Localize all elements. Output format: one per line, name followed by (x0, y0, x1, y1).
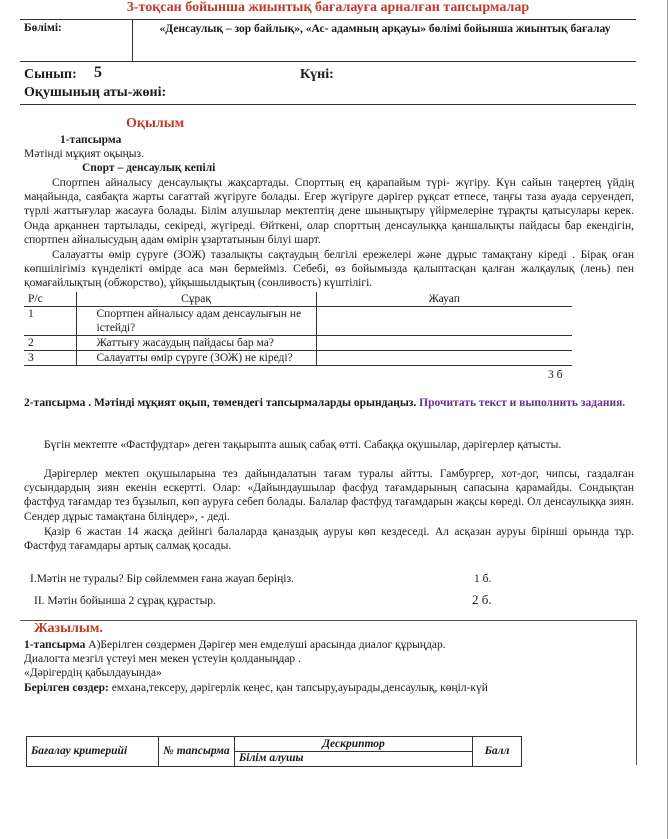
task2-text-p3 (24, 525, 634, 553)
task2-line: газдалған сусындардың зиян екенін ескертті. Олар: «Дайындаушылар фасфуд тағамдарының сапасына (24, 468, 634, 495)
header-divider (132, 20, 133, 62)
table-row (24, 351, 572, 366)
task2-line: Дәрігерлер мектеп оқушыларына тез дайындалатын тағам туралы айтты. Гамбургер, хот-дог, чипсы, (44, 468, 580, 480)
task1-score: 3 б (548, 369, 563, 381)
text-title: Спорт – денсаулық кепілі (82, 162, 216, 174)
criteria-header: Бағалау критерийі (27, 737, 159, 767)
row-num: 1 (24, 307, 76, 336)
col-header-answer: Жауап (316, 292, 572, 307)
reading-line: Салауатты өмір сүруге (ЗОЖ) тазалықты сақтаудың белгілі ережелері және дұрыс тамақтану кіреді . (52, 249, 576, 261)
question-1: I.Мәтін не туралы? Бір сөйлеммен ғана жауап беріңіз. (30, 573, 294, 585)
row-num: 2 (24, 336, 76, 351)
reading-line: Бірақ оған көпшілігіміз күнделікті өмірде аса мән бермейміз. Себебі, өз бойымызда қалыптасқан қалған (24, 249, 635, 276)
task-number-header: № тапсырма (159, 737, 235, 767)
reading-line: тұрақты қатысулары керек. Онда арқаннен тартылады, секіреді, жүгіреді. Өйткені, олар спорттың (24, 205, 634, 232)
row-question: Спортпен айналысу адам денсаулығын не істейді? (76, 307, 316, 336)
questions-table (24, 292, 572, 366)
task2-line: Қазір 6 жастан 14 жасқа дейінгі балаларда қаназдық ауруы көп кездеседі. Ал асқазан ауруы бірінші (44, 526, 568, 538)
reading-section-title: Оқылым (126, 116, 185, 131)
answer-cell[interactable] (316, 307, 572, 336)
given-words-list: емхана,тексеру, дәрігерлік кеңес, қан тапсыру,ауырады,денсаулық, көңіл-күй (111, 682, 488, 694)
info-divider (20, 104, 636, 105)
writing-line-3: «Дәрігердің қабылдауында» (24, 667, 162, 679)
row-num: 3 (24, 351, 76, 366)
writing-task-line (24, 638, 446, 652)
row-question: Салауатты өмір сүруге (ЗОЖ) не кіреді? (76, 351, 316, 366)
question-1-score: 1 б. (474, 573, 492, 585)
given-words-label: Берілген сөздер: (24, 682, 109, 694)
task2-line: тағамдарын жақсы көреді. Ол денсаулыққа зиян. Сендер дұрыс тамақтана біліңдер», - деді. (24, 496, 634, 523)
reading-line: денсаулыққа қаншалықты пайдасы бар екендігін, спортпен айналысудың адам өмірін ұзартатынын білуі шарт. (24, 219, 634, 246)
reading-line: жалқаулық (лень) пен қомағайлықтың (обжорство), ұйқышылдықтың (сонливость) күштілігі. (24, 263, 635, 290)
task2-label: 2-тапсырма . (24, 397, 92, 409)
class-label: Сынып: (24, 67, 77, 82)
col-header-num: Р/с (24, 292, 76, 307)
task2-instruction-ru-2: задания. (580, 397, 626, 409)
question-2: II. Мәтін бойынша 2 сұрақ құрастыр. (34, 595, 216, 607)
table-row (24, 307, 572, 336)
reading-line: ауада серуендеп, түрлі жаттығулар жасауға болады. Білім алушылар мектептің дене шынықтыру үйірмелеріне (24, 191, 634, 218)
writing-section-title: Жазылым. (34, 621, 103, 636)
task2-line: қарамайды. Сондықтан фастфуд тағамдар тез бұзылып, көп ауруға себеп болады. Балалар фастфуд (24, 482, 635, 509)
task2-heading (24, 396, 634, 410)
table-row (24, 336, 572, 351)
reading-text-p1 (24, 176, 634, 247)
reading-text-p2 (24, 248, 634, 291)
answer-cell[interactable] (316, 336, 572, 351)
task1-title: 1-тапсырма (60, 134, 122, 146)
writing-line-2: Диалогта мезгіл үстеуі мен мекен үстеуін қолданыңдар . (24, 653, 301, 665)
answer-cell[interactable] (316, 351, 572, 366)
task2-text-p1 (24, 438, 634, 452)
descriptor-title: Дескриптор (322, 738, 385, 750)
score-header: Балл (473, 737, 522, 767)
writing-divider (20, 620, 636, 621)
task2-instruction-ru: Прочитать текст и выполнить (419, 397, 578, 409)
descriptor-header (235, 737, 473, 767)
task2-line: қатысты. (517, 439, 562, 451)
task2-line: орында тұр. Фастфуд тағамдары артық салмақ қосады. (24, 526, 634, 553)
criteria-table (26, 736, 522, 767)
worksheet-page (20, 0, 636, 839)
worksheet-title: 3-тоқсан бойынша жиынтық бағалауға арналған тапсырмалар (20, 0, 636, 20)
task2-line: Бүгін мектепте «Фастфудтар» деген тақырыпта ашық сабақ өтті. Сабаққа оқушылар, дәрігерлер (44, 439, 515, 451)
day-label: Күні: (300, 67, 334, 82)
section-label: Бөлімі: (24, 22, 62, 34)
task2-instruction: Мәтінді мұқият оқып, төмендегі тапсырмаларды орындаңыз. (94, 397, 417, 409)
task1-instruction: Мәтінді мұқият оқыңыз. (24, 148, 144, 160)
row-question: Жаттығу жасаудың пайдасы бар ма? (76, 336, 316, 351)
section-value: «Денсаулық – зор байлық», «Ас- адамның арқауы» бөлімі бойынша жиынтық бағалау (159, 23, 611, 35)
col-header-question: Сұрақ (76, 292, 316, 307)
class-value: 5 (94, 64, 102, 81)
section-header-table (20, 20, 636, 62)
table-header-row (24, 292, 572, 307)
reading-line: Спортпен айналысу денсаулықты жақсартады. Спорттың ең қарапайым түрі- жүгіру. Күн сайын таңертең (52, 177, 602, 189)
frame-right-border (636, 620, 637, 765)
descriptor-subheader: Білім алушы (235, 751, 472, 765)
task2-text-p2 (24, 467, 634, 524)
writing-task-label: 1-тапсырма (24, 639, 86, 651)
given-words (24, 681, 634, 695)
writing-task-text: А)Берілген сөздермен Дәрігер мен емделуші арасында диалог құрыңдар. (88, 639, 446, 651)
student-name-label: Оқушының аты-жөні: (24, 85, 167, 100)
reading-line: үйдің маңайында, саябақта жарты сағаттай жүгіруге болады. Егер жүгіруге дәрігер рұқсат етпесе, таңғы таза (24, 177, 635, 204)
question-2-score: 2 б. (472, 592, 492, 607)
criteria-header-row (27, 737, 522, 767)
